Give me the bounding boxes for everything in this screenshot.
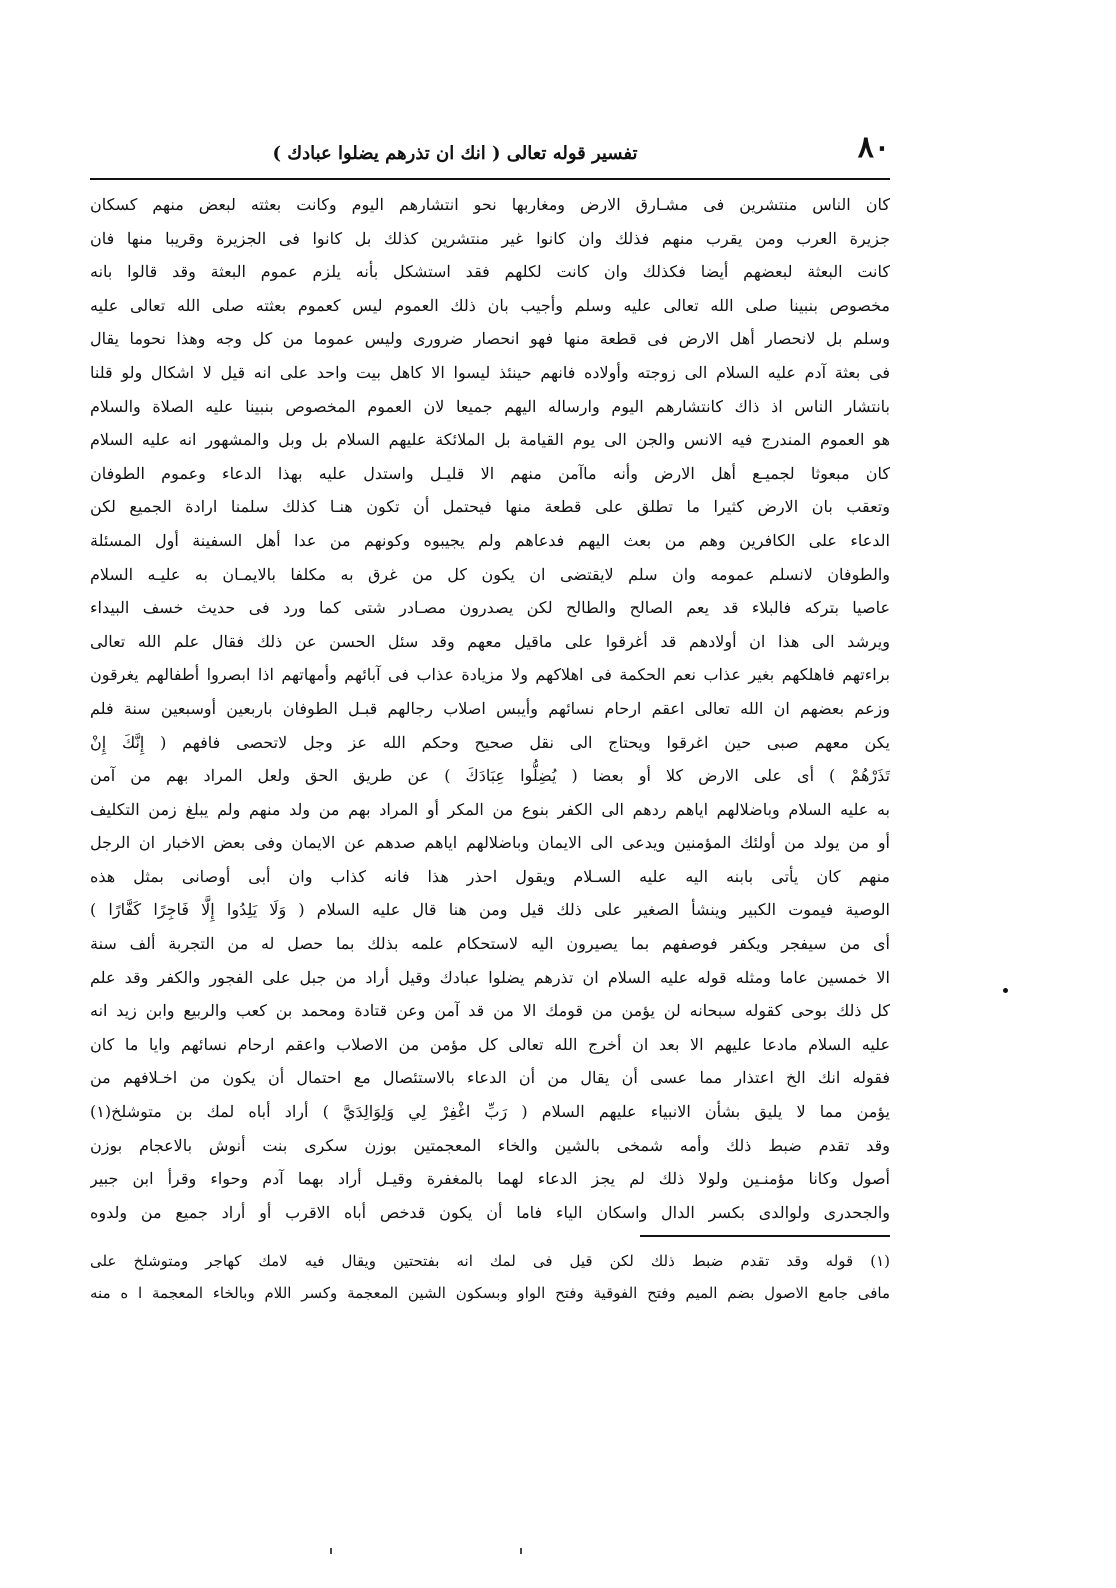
text-line: تَذَرْهُمْ ) أى على الارض كلا أو بعضا ( يُضِلُّوا عِبَادَكَ ) عن طريق الحق ولعل المراد بهم من آمن: [90, 766, 890, 786]
text-line: وتعقب بان الارض كثيرا ما تطلق على قطعة منها فيحتمل أن تكون هنـا كذلك سلمنا ارادة الجميع لكن: [90, 497, 890, 517]
header-rule: [90, 178, 890, 180]
text-line: عليه السلام مادعا عليهم الا بعد ان أخرج الله تعالى كل مؤمن من الاصلاب واعقم ارحام نسائهم وايا ما كان: [90, 1034, 890, 1054]
text-line: كان الناس منتشرين فى مشـارق الارض ومغاربها نحو انتشارهم اليوم وكانت بعثته لبعض منهم كسكان: [90, 195, 890, 214]
footnote-rule: [640, 1235, 890, 1237]
text-line: أو من يولد من أولئك المؤمنين ويدعى الى الايمان وباضلالهم اياهم صدهم عن الايمان وفى بعض الاخبار ان الرجل: [90, 833, 890, 853]
text-line: والطوفان لانسلم عمومه وان سلم لايقتضى ان يكون كل من غرق به مكلفا بالايمـان به عليـه السلام: [90, 564, 890, 584]
bottom-mark: [330, 1548, 332, 1554]
text-line: أى من سيفجر ويكفر فوصفهم بما يصيرون اليه لاستحكام علمه بذلك بما حصل له من التجربة ألف سنة: [90, 934, 890, 954]
text-line: كانت البعثة لبعضهم أيضا فكذلك وان كانت لكلهم فقد استشكل بأنه يلزم عموم البعثة وقد قالوا بانه: [90, 262, 890, 282]
text-line: يؤمن مما لا يليق بشأن الانبياء عليهم السلام ( رَبِّ اغْفِرْ لِي وَلِوَالِدَيَّ ) أراد أباه لمك بن متوشلخ(١): [90, 1102, 890, 1122]
text-line: جزيرة العرب ومن يقرب منهم فذلك وان كانوا غير منتشرين كذلك بل كانوا فى الجزيرة وقريبا منها فان: [90, 228, 890, 248]
margin-dot: [1003, 988, 1008, 993]
bottom-mark: [520, 1548, 522, 1554]
page-bottom-marks: [0, 1548, 1116, 1568]
page-header: [90, 128, 890, 172]
text-line: أصول وكانا مؤمنـين ولولا ذلك لم يجز الدعاء لهما بالمغفرة وقيـل أراد بهما آدم وحواء وقرأ ابن جبير: [90, 1169, 890, 1189]
text-line: كل ذلك بوحى كقوله سبحانه لن يؤمن من قومك الا من قد آمن وعن قتادة ومحمد بن كعب والربيع وابن زيد انه: [90, 1001, 890, 1021]
text-line: به عليه السلام وباضلالهم اياهم ردهم الى الكفر بنوع من المكر أو المراد بهم من ولد منهم ولم يبلغ زمن التكليف: [90, 799, 890, 819]
footnote-line: مافى جامع الاصول بضم الميم وفتح الفوقية وفتح الواو وبسكون الشين المعجمة وكسر اللام وبالخاء المعجمة ا ه منه: [90, 1284, 890, 1303]
page-number: ٨٠: [857, 130, 890, 165]
text-line: منهم كان يأتى بابنه اليه عليه السـلام ويقول احذر هذا فانه كذاب وان أبى أوصانى بمثل هذه: [90, 866, 890, 886]
text-line: وقد تقدم ضبط ذلك وأمه شمخى بالشين والخاء المعجمتين بوزن سكرى بنت أنوش بالاعجام بوزن: [90, 1135, 890, 1155]
text-line: وزعم بعضهم ان الله تعالى اعقم ارحام نسائهم وأيبس اصلاب رجالهم قبـل الطوفان باربعين أوسبعين سنة فلم: [90, 698, 890, 718]
text-line: مخصوص بنبينا صلى الله تعالى عليه وسلم وأجيب بان ذلك العموم ليس كعموم بعثته صلى الله تعالى عليه: [90, 295, 890, 315]
text-line: والجحدرى ولوالدى بكسر الدال واسكان الياء فاما أن يكون قدخص أباه الاقرب أو أراد جميع من ولدوه: [90, 1202, 890, 1222]
text-line: ويرشد الى هذا ان أولادهم قد أغرقوا على ماقيل معهم وقد سئل الحسن عن ذلك فقال علم الله تعالى: [90, 631, 890, 651]
text-line: بانتشار الناس اذ ذاك كانتشارهم اليوم وارساله اليهم جميعا لان العموم المخصوص بنبينا عليه الصلاة والسلام: [90, 396, 890, 416]
running-title: تفسير قوله تعالى ( انك ان تذرهم يضلوا عبادك ): [272, 143, 638, 164]
text-line: وسلم بل لانحصار أهل الارض فى قطعة منها فهو انحصار ضرورى وليس عموما من كل وجه وهذا نحوما يقال: [90, 329, 890, 349]
text-line: هو العموم المندرج فيه الانس والجن الى يوم القيامة بل الملائكة عليهم السلام بل وبل والمشهور انه عليه السلام: [90, 430, 890, 450]
text-line: براءتهم فاهلكهم بغير عذاب نعم الحكمة فى اهلاكهم ولا مزيادة عذاب فى آبائهم وأمهاتهم اذا ابصروا أطفالهم يغرقون: [90, 665, 890, 685]
text-line: الوصية فيموت الكبير وينشأ الصغير على ذلك قيل ومن هنا قال عليه السلام ( وَلَا يَلِدُوا إِلَّا فَاجِرًا كَفَّارًا ): [90, 900, 890, 920]
footnotes: [90, 1245, 890, 1309]
footnote-line: (١) قوله وقد تقدم ضبط ذلك لكن قيل فى لمك انه بفتحتين ويقال فيه لامك كهاجر ومتوشلخ على: [90, 1252, 890, 1271]
text-line: يكن معهم صبى حين اغرقوا ويحتاج الى نقل صحيح وحكم الله عز وجل لاتحصى فافهم ( إِنَّكَ إِنْ: [90, 732, 890, 752]
main-text: [90, 188, 890, 1229]
text-line: فقوله انك الخ اعتذار مما عسى أن يقال من أن الدعاء بالاستئصال مع احتمال أن يكون من اخـلافهم من: [90, 1068, 890, 1088]
book-page: [90, 128, 890, 1528]
text-line: عاصيا بتركه فالبلاء قد يعم الصالح والطالح لكن يصدرون مصـادر شتى كما ورد فى حديث خسف البيداء: [90, 598, 890, 618]
text-line: الدعاء على الكافرين وهم من بعث اليهم فدعاهم ولم يجيبوه وكونهم من عدا أهل السفينة أول المسئلة: [90, 530, 890, 550]
text-line: الا خمسين عاما ومثله قوله عليه السلام ان تذرهم يضلوا عبادك وقيل أراد من جبل على الفجور والكفر وقد علم: [90, 967, 890, 987]
text-line: فى بعثة آدم عليه السلام الى زوجته وأولاده فانهم حينئذ ليسوا الا كاهل بيت واحد على انه قيل لا اشكال ولو قلنا: [90, 362, 890, 382]
text-line: كان مبعوثا لجميـع أهل الارض وأنه ماآمن منهم الا قليـل واستدل عليه بهذا الدعاء وعموم الطوفان: [90, 463, 890, 483]
